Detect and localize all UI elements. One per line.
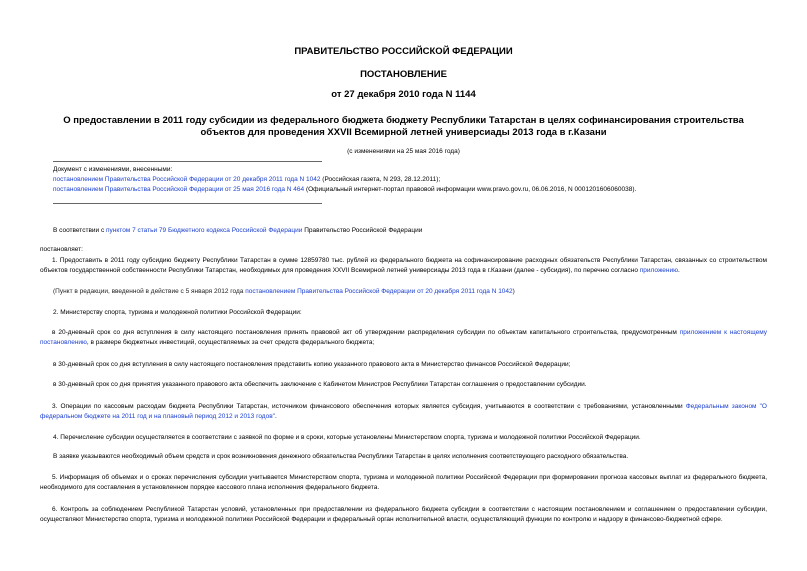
paragraph-3-post: .: [274, 412, 277, 420]
document-type: ПОСТАНОВЛЕНИЕ: [360, 69, 447, 80]
changes-item-1: [53, 175, 440, 184]
paragraph-1-note-pre: (Пункт в редакции, введенной в действие с 5 января 2012 года: [53, 288, 246, 295]
paragraph-6: 6. Контроль за соблюдением Республикой Татарстан условий, установленных при предоставлении из федерального бюджета субсидии в соответствии с настоящим постановлением и соглашением о предоставлении субсидии, осуществляют Министерство спорта, туризма и молодежной политики Российской Федерации и федеральный орган исполнительной власти, осуществляющий функции по контролю и надзору в финансово-бюджетной сфере.: [40, 506, 767, 523]
legal-basis: [53, 226, 422, 235]
issuing-authority: ПРАВИТЕЛЬСТВО РОССИЙСКОЙ ФЕДЕРАЦИИ: [294, 46, 513, 57]
paragraph-5: 5. Информация об объемах и о сроках перечисления субсидии учитывается Министерством спорта, туризма и молодежной политики Российской Федерации при формировании прогноза кассовых выплат из федерального бюджета, необходимого для составления в установленном порядке кассового плана исполнения федерального бюджета.: [40, 474, 767, 491]
paragraph-2c: в 30-дневный срок со дня принятия указанного правового акта обеспечить заключение с Кабинетом Министров Республики Татарстан соглашения о предоставлении субсидии.: [53, 381, 587, 388]
paragraph-3-pre: 3. Операции по кассовым расходам бюджета Республики Татарстан, источником финансового обеспечения которых является субсидия, учитываются в соответствии с требованиями, установленными: [52, 403, 686, 410]
federal-budget-law-link[interactable]: Федеральным законом "О федеральном бюджете на 2011 год и на плановый период 2012 и 2013 годов": [40, 403, 767, 420]
changes-item-1-source: (Российская газета, N 293, 28.12.2011);: [320, 176, 441, 183]
amendment-1042-link[interactable]: постановлением Правительства Российской Федерации от 20 декабря 2011 года N 1042: [245, 288, 513, 295]
document-title: О предоставлении в 2011 году субсидии из федерального бюджета бюджету Республики Татарстан в целях софинансирования строительства объектов для проведения XXVII Всемирной летней универсиады 2013 года в г.Казани: [63, 115, 744, 138]
paragraph-2b: в 30-дневный срок со дня вступления в силу настоящего постановления представить копию указанного правового акта в Министерство финансов Российской Федерации;: [53, 361, 571, 368]
changes-item-2-source: (Официальный интернет-портал правовой информации www.pravo.gov.ru, 06.06.2016, N 0001201606060038).: [304, 186, 637, 193]
changes-item-2: [53, 185, 636, 194]
changes-top-rule: [53, 161, 322, 162]
paragraph-2a-post: , в размере бюджетных инвестиций, осуществляемых за счет средств федерального бюджета;: [86, 338, 375, 346]
paragraph-3: [40, 402, 767, 421]
paragraph-1-text: 1. Предоставить в 2011 году субсидию бюджету Республики Татарстан в сумме 12859780 тыс. рублей из федерального бюджета на софинансирование расходных обязательств Республики Татарстан, связанных со строительством объектов государственной собственности Республики Татарстан, необходимых для проведения XXVII Всемирной летней универсиады 2013 года в г.Казани (далее - субсидия), по перечню согласно: [40, 257, 767, 274]
decree-word: постановляет:: [40, 246, 83, 253]
document-date: от 27 декабря 2010 года N 1144: [331, 89, 476, 100]
paragraph-2: 2. Министерству спорта, туризма и молодежной политики Российской Федерации:: [53, 309, 302, 316]
paragraph-4: 4. Перечисление субсидии осуществляется в соответствии с заявкой по форме и в сроки, которые установлены Министерством спорта, туризма и молодежной политики Российской Федерации.: [53, 434, 641, 441]
paragraph-4b: В заявке указываются необходимый объем средств и срок возникновения денежного обязательства Республики Татарстан в целях исполнения соответствующего расходного обязательства.: [53, 453, 629, 460]
changes-link-1042[interactable]: постановлением Правительства Российской Федерации от 20 декабря 2011 года N 1042: [53, 176, 321, 183]
changes-link-464[interactable]: постановлением Правительства Российской Федерации от 25 мая 2016 года N 464: [53, 186, 305, 193]
paragraph-1-end: .: [678, 266, 680, 274]
legal-basis-post: Правительство Российской Федерации: [302, 227, 423, 234]
paragraph-1-note: [53, 287, 515, 296]
paragraph-1-note-post: ): [512, 288, 515, 295]
changes-bottom-rule: [53, 203, 322, 204]
paragraph-1: [40, 256, 767, 275]
changes-intro: Документ с изменениями, внесенными:: [53, 166, 173, 173]
appendix-to-decree-link[interactable]: приложением к настоящему постановлению: [40, 329, 768, 346]
budget-code-link[interactable]: пунктом 7 статьи 79 Бюджетного кодекса Российской Федерации: [106, 227, 303, 234]
paragraph-2a-pre: в 20-дневный срок со дня вступления в силу настоящего постановления принять правовой акт об утверждении распределения субсидии по объектам капитального строительства, предусмотренным: [52, 329, 680, 336]
edition-note: (с изменениями на 25 мая 2016 года): [347, 148, 460, 155]
legal-basis-pre: В соответствии с: [53, 227, 107, 234]
appendix-link[interactable]: приложению: [639, 266, 678, 274]
paragraph-2a: [40, 328, 767, 347]
